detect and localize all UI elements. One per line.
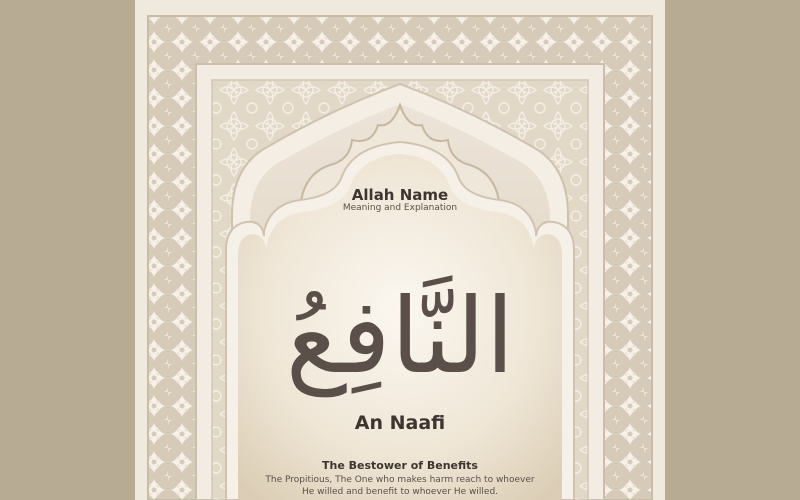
arabic-calligraphy: النَّافِعُ (285, 275, 515, 397)
card-subtitle: Meaning and Explanation (342, 203, 458, 213)
description-line-2: He willed and benefit to whoever He willed. (301, 487, 499, 497)
description-line-1: The Propitious, The One who makes harm reach to whoever (265, 475, 535, 485)
transliteration: An Naafi (354, 412, 446, 434)
card-title: Allah Name (351, 186, 449, 204)
meaning-title: The Bestower of Benefits (322, 459, 478, 472)
